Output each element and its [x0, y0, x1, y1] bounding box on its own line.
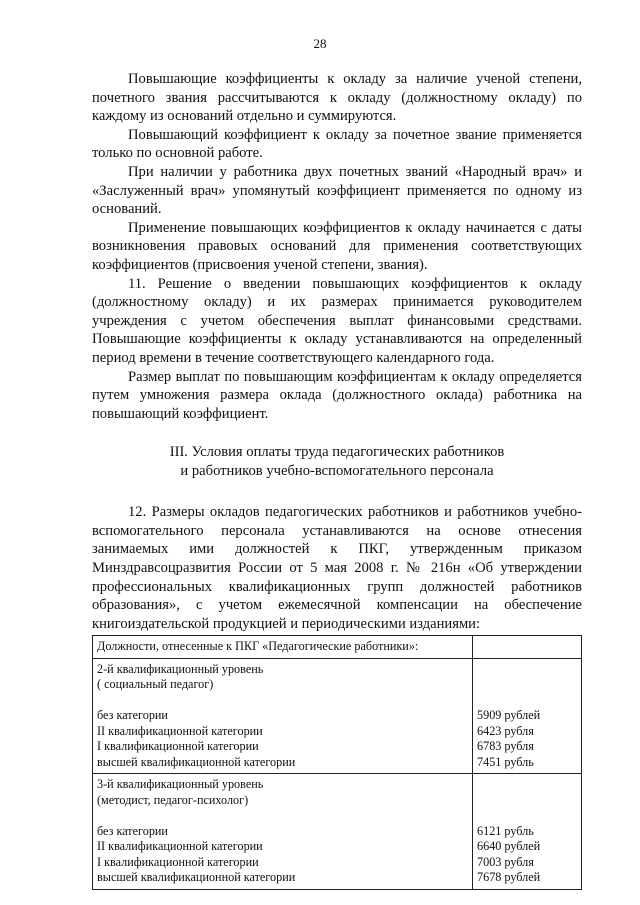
positions: (методист, педагог-психолог): [97, 792, 249, 807]
salary: 6783 рубля: [477, 739, 534, 754]
salary: 7003 рубля: [477, 854, 534, 869]
qualification-level: 2-й квалификационный уровень: [97, 661, 264, 676]
table-group-right-cell: [473, 658, 582, 774]
salary: 6423 рубля: [477, 723, 534, 738]
salary: 6121 рубль: [477, 823, 534, 838]
table-header-cell: Должности, отнесенные к ПКГ «Педагогические работники»:: [93, 636, 473, 659]
paragraph: Размер выплат по повышающим коэффициентам к окладу определяется путем умножения размера оклада (должностного оклада) работника на повышающий коэффициент.: [92, 368, 582, 422]
paragraph: При наличии у работника двух почетных званий «Народный врач» и «Заслуженный врач» упомянутый коэффициент применяется по одному из оснований.: [92, 163, 582, 218]
salary: 7451 рубль: [477, 754, 534, 769]
salary: 6640 рублей: [477, 839, 541, 854]
category: II квалификационной категории: [97, 839, 263, 854]
category: высшей квалификационной категории: [97, 754, 296, 769]
salary: 5909 рублей: [477, 708, 541, 723]
table-group-row: [93, 658, 582, 774]
section-heading-line: и работников учебно-вспомогательного персонала: [180, 463, 494, 480]
table-group-left-cell: [93, 774, 473, 890]
table-header-row: [93, 636, 582, 659]
category: I квалификационной категории: [97, 854, 259, 869]
salary: 7678 рублей: [477, 870, 541, 885]
paragraph: Повышающие коэффициенты к окладу за наличие ученой степени, почетного звания рассчитываются к окладу (должностному окладу) по каждому из оснований отдельно и суммируются.: [92, 71, 582, 125]
category: высшей квалификационной категории: [97, 870, 296, 885]
positions: ( социальный педагог): [97, 677, 214, 692]
table-group-left-cell: [93, 658, 473, 774]
table-group-row: [93, 774, 582, 890]
paragraph-12: 12. Размеры окладов педагогических работников и работников учебно-вспомогательного персонала устанавливаются на основе отнесения занимаемых ими должностей к ПКГ, утвержденным приказом Минздравсоцразвития России от 5 мая 2008 г. № 216н «Об утверждении профессиональных квалификационных групп должностей работников образования», с учетом ежемесячной компенсации на обеспечение книгоиздательской продукцией и периодическими изданиями:: [92, 504, 582, 632]
paragraph: 11. Решение о введении повышающих коэффициентов к окладу (должностному окладу) и их размерах принимается руководителем учреждения с учетом обеспечения выплат финансовыми средствами. Повышающие коэффициенты к окладу устанавливаются на определенный период времени в течение соответствующего календарного года.: [92, 275, 582, 366]
table-header-empty-cell: [473, 636, 582, 659]
section-heading: [92, 443, 582, 481]
document-body: [92, 70, 582, 890]
page-number: 28: [313, 36, 327, 51]
paragraph: Повышающий коэффициент к окладу за почетное звание применяется только по основной работе.: [92, 126, 582, 162]
category: I квалификационной категории: [97, 739, 259, 754]
paragraph: Применение повышающих коэффициентов к окладу начинается с даты возникновения правовых оснований для применения соответствующих коэффициентов (присвоения ученой степени, звания).: [92, 219, 582, 273]
section-heading-line: III. Условия оплаты труда педагогических работников: [169, 444, 505, 461]
category: без категории: [97, 823, 168, 838]
salary-table: [92, 635, 582, 890]
category: без категории: [97, 708, 168, 723]
table-group-right-cell: [473, 774, 582, 890]
category: II квалификационной категории: [97, 723, 263, 738]
qualification-level: 3-й квалификационный уровень: [97, 777, 264, 792]
